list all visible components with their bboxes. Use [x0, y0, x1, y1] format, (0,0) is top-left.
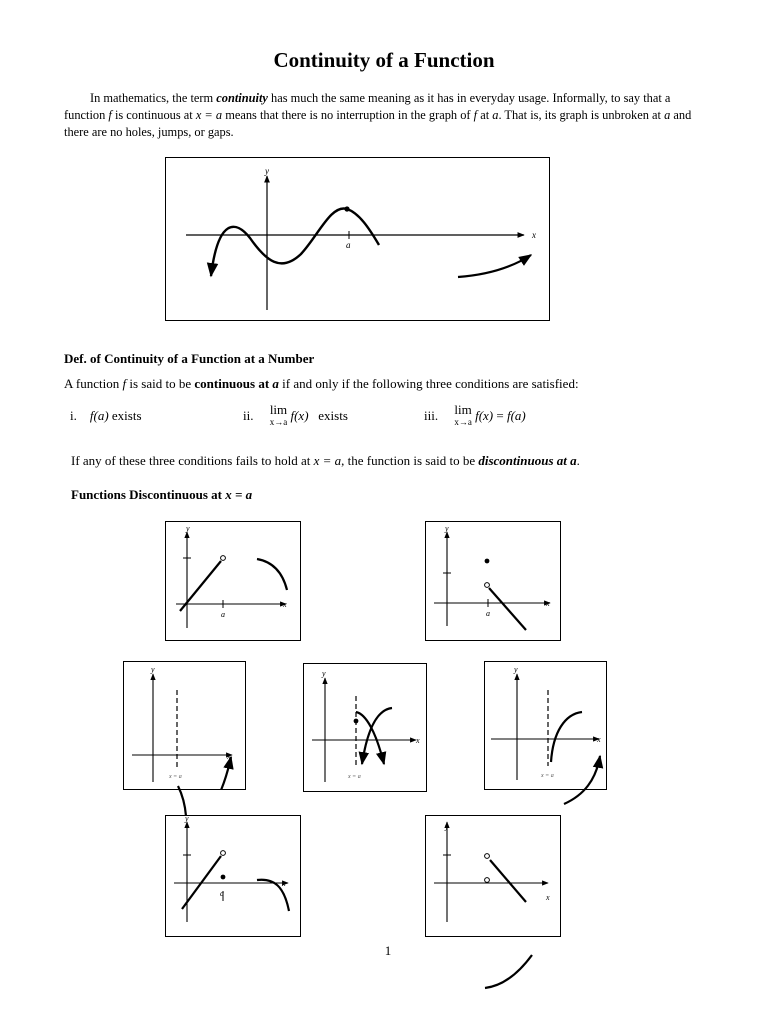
graph-point-off	[425, 521, 561, 641]
open-circle	[221, 851, 226, 856]
point-at-a	[344, 206, 349, 211]
segment	[489, 588, 526, 630]
y-axis-label: y	[445, 524, 449, 533]
filled-point	[354, 719, 359, 724]
graph-asymptote-3-lower-curve	[560, 750, 610, 810]
graph-asymptote-1	[123, 661, 246, 790]
tick-a-label: a	[486, 609, 490, 618]
right-curve	[257, 559, 287, 590]
discontinuous-section-heading: Functions Discontinuous at x = a	[71, 487, 253, 502]
open-circle-top	[485, 854, 490, 859]
y-axis-label: y	[445, 822, 449, 831]
y-axis-label: y	[186, 524, 190, 533]
filled-point	[221, 875, 226, 880]
intro-paragraph: In mathematics, the term continuity has much the same meaning as it has in everyday usage. Informally, to say that a function f is continuous at x = a means that there is no interruption in the graph of f at a. That is, its graph is unbroken at a and there are no holes, jumps, or gaps.	[64, 91, 692, 139]
discontinuity-note: If any of these three conditions fails to hold at x = a, the function is said to be discontinuous at a.	[71, 453, 580, 468]
definition-heading: Def. of Continuity of a Function at a Number	[64, 351, 315, 366]
graph-holes	[425, 815, 561, 937]
y-axis-label: y	[151, 665, 155, 674]
page-number: 1	[384, 943, 392, 958]
curve-left	[356, 712, 384, 764]
x-axis-label: x	[416, 736, 420, 745]
term-continuity: continuity	[216, 91, 268, 105]
asymptote-label: x = a	[169, 774, 182, 780]
graph-jump-point	[165, 815, 301, 937]
continuous-curve	[211, 208, 379, 276]
open-circle-bottom	[485, 878, 490, 883]
x-axis-label: x	[546, 599, 550, 608]
page-title: Continuity of a Function	[273, 48, 495, 72]
x-axis-label: x	[597, 735, 601, 744]
x-axis-label: x	[546, 893, 550, 902]
y-axis-label: y	[322, 669, 326, 678]
curve-right-piece	[458, 255, 531, 277]
continuous-graph-figure	[165, 157, 550, 321]
condition-2: ii. lim x→a f(x) exists	[243, 402, 348, 427]
condition-1: i. f(a) exists	[70, 408, 142, 423]
open-circle	[221, 556, 226, 561]
definition-statement: A function f is said to be continuous at a if and only if the following three conditions are satisfied:	[64, 376, 579, 391]
y-axis-label: y	[185, 816, 189, 823]
condition-3: iii. lim x→a f(x) = f(a)	[424, 402, 526, 427]
stray-curve	[480, 950, 540, 995]
curve-right	[362, 708, 392, 764]
tick-a-label: a	[221, 610, 225, 619]
x-axis-label: x	[227, 752, 231, 761]
graph-asymptote-2	[303, 663, 427, 792]
tick-a-label: a	[220, 889, 224, 898]
asymptote-label: x = a	[348, 774, 361, 780]
segment	[490, 860, 526, 902]
x-axis-label: x	[282, 879, 286, 888]
tick-a-label: a	[346, 240, 351, 250]
graph-jump	[165, 521, 301, 641]
filled-point	[485, 559, 490, 564]
open-circle	[485, 583, 490, 588]
x-axis-label: x	[532, 230, 536, 240]
asymptote-label: x = a	[541, 773, 554, 779]
y-axis-label: y	[514, 665, 518, 674]
x-axis-label: x	[283, 600, 287, 609]
y-axis-label: y	[265, 166, 269, 176]
